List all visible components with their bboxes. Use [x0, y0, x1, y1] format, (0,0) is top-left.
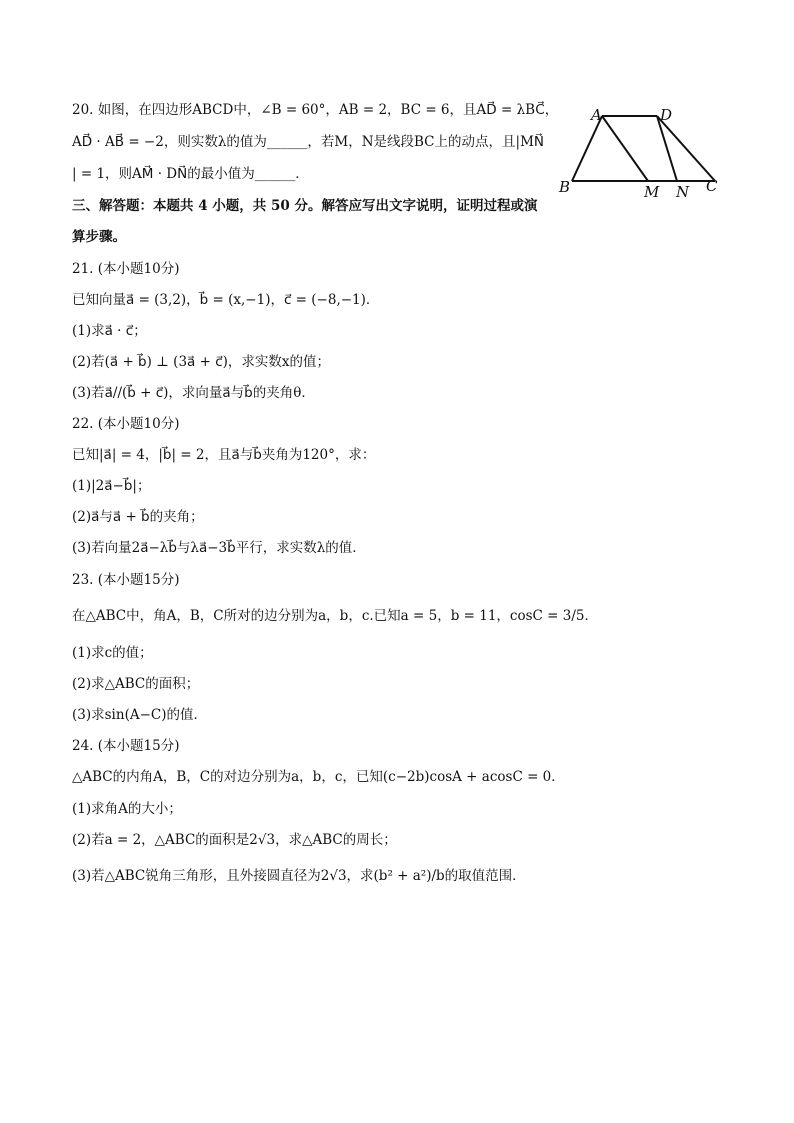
- problem-20-line-1: 20. 如图，在四边形ABCD中，∠B = 60°，AB = 2，BC = 6，且AD⃗ = λBC⃗，: [72, 102, 559, 118]
- question-22-header: 22. (本小题10分): [72, 416, 180, 432]
- question-24-part-2: (2)若a = 2，△ABC的面积是2√3，求△ABC的周长；: [72, 832, 397, 848]
- problem-20-line-3: | = 1，则AM⃗ · DN⃗的最小值为______．: [72, 166, 309, 182]
- question-24-part-3: (3)若△ABC锐角三角形，且外接圆直径为2√3，求(b² + a²)/b的取值范围．: [72, 868, 526, 884]
- section-3-heading-line-1: 三、解答题：本题共 4 小题，共 50 分。解答应写出文字说明，证明过程或演: [72, 198, 538, 214]
- question-21-part-1: (1)求a⃗ · c⃗；: [72, 323, 147, 339]
- question-22-part-2: (2)a⃗与a⃗ + b⃗的夹角；: [72, 509, 204, 525]
- question-23-stem: 在△ABC中，角A，B，C所对的边分别为a，b，c.已知a = 5，b = 11，cosC = 3/5．: [72, 608, 598, 624]
- question-23-part-3: (3)求sin(A−C)的值．: [72, 707, 207, 723]
- question-24-stem: △ABC的内角A，B，C的对边分别为a，b，c，已知(c−2b)cosA + acosC = 0．: [72, 769, 565, 785]
- question-21-part-3: (3)若a⃗//(b⃗ + c⃗)，求向量a⃗与b⃗的夹角θ．: [72, 385, 315, 401]
- label-n: N: [676, 183, 690, 201]
- question-24-header: 24. (本小题15分): [72, 738, 180, 754]
- question-21-stem: 已知向量a⃗ = (3,2)，b⃗ = (x,−1)，c⃗ = (−8,−1)．: [72, 292, 380, 308]
- segment-am: [602, 116, 648, 181]
- label-b: B: [559, 178, 571, 196]
- label-c: C: [706, 177, 718, 195]
- label-d: D: [660, 106, 673, 124]
- question-22-stem: 已知|a⃗| = 4，|b⃗| = 2，且a⃗与b⃗夹角为120°，求：: [72, 447, 376, 463]
- quadrilateral-figure: [556, 100, 726, 205]
- label-m: M: [644, 183, 660, 201]
- question-21-part-2: (2)若(a⃗ + b⃗) ⊥ (3a⃗ + c⃗)，求实数x的值；: [72, 354, 330, 370]
- section-3-heading-line-2: 算步骤。: [72, 229, 126, 245]
- question-24-part-1: (1)求角A的大小；: [72, 801, 182, 817]
- label-a: A: [591, 106, 602, 124]
- question-23-part-2: (2)求△ABC的面积；: [72, 676, 200, 692]
- segment-ab: [572, 116, 602, 181]
- question-23-part-1: (1)求c的值；: [72, 645, 153, 661]
- question-23-header: 23. (本小题15分): [72, 572, 180, 588]
- problem-20-line-2: AD⃗ · AB⃗ = −2，则实数λ的值为______，若M，N是线段BC上的动点，且|MN⃗: [72, 134, 544, 150]
- question-22-part-1: (1)|2a⃗−b⃗|；: [72, 478, 151, 494]
- question-22-part-3: (3)若向量2a⃗−λb⃗与λa⃗−3b⃗平行，求实数λ的值．: [72, 540, 366, 556]
- segment-dc: [657, 116, 715, 181]
- question-21-header: 21. (本小题10分): [72, 261, 180, 277]
